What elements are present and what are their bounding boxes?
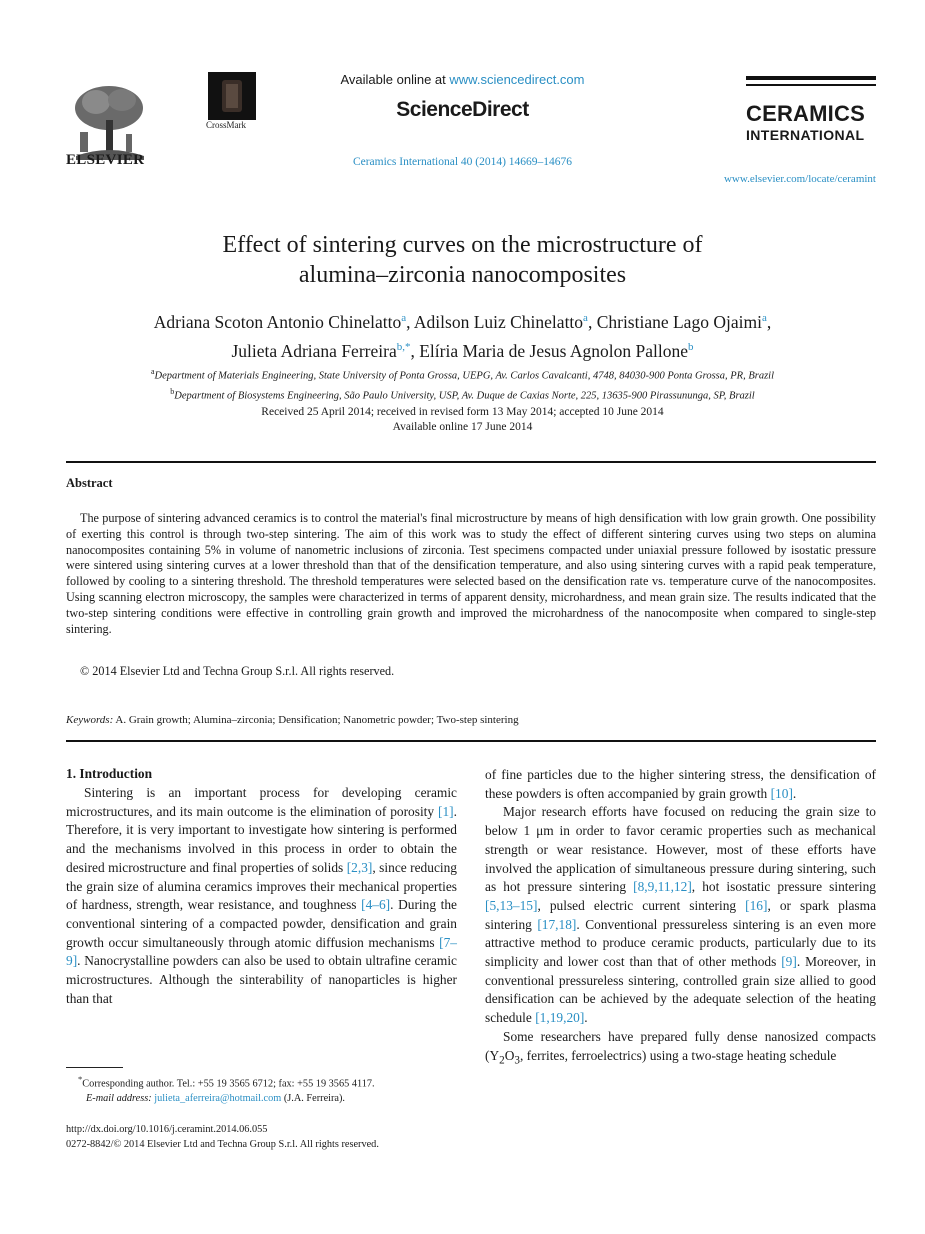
author-separator: , (766, 311, 772, 332)
keywords-label: Keywords: (66, 714, 114, 726)
abstract-body (66, 511, 876, 637)
affiliations (40, 364, 885, 403)
author-name: Adriana Scoton Antonio Chinelatto (153, 311, 402, 332)
footnote-corresponding (66, 1072, 466, 1091)
journal-homepage-link[interactable]: www.elsevier.com/locate/ceramint (723, 173, 876, 185)
available-online-date: Available online 17 June 2014 (392, 421, 533, 433)
page-footer (66, 1122, 379, 1152)
title-line-1: Effect of sintering curves on the microstructure of (222, 232, 703, 258)
footnote-email-line (66, 1091, 466, 1106)
paragraph: of fine particles due to the higher sintering stress, the densification of these powders is often accompanied by grain growth [10]. (485, 767, 876, 801)
keywords-list: A. Grain growth; Alumina–zirconia; Densification; Nanometric powder; Two-step sintering (113, 714, 519, 726)
abstract-text: The purpose of sintering advanced ceramics is to control the material's final microstructure by means of high densification with low grain growth. One possibility of exerting this control is through two-step sintering. The aim of this work was to study the effect of different sintering curves using two steps on alumina nanocomposites containing 5% in volume of nanometric inclusions of zirconia. Test specimens compacted under uniaxial pressure followed by isostatic pressure were sintered using sintering curves at a lower threshold than that of the densification temperature, and also using sintering curves with a rapid peak temperature, followed by cooling to a sintering threshold. The threshold temperatures were selected based on the densification rate vs. temperature curve of the nanocomposites. Using scanning electron microscopy, the samples were characterized in terms of apparent density, microhardness, and mean grain size. The results indicated that the two-step sintering conditions were effective in controlling grain growth and improved the microhardness of the nanocomposite when compared to single-step sintering. (66, 511, 876, 636)
email-link[interactable]: julieta_aferreira@hotmail.com (154, 1093, 282, 1105)
author-separator: , (406, 311, 414, 332)
journal-citation[interactable]: Ceramics International 40 (2014) 14669–14676 (352, 156, 573, 168)
citation-link[interactable]: [8,9,11,12] (633, 879, 692, 895)
abstract-bottom-rule (66, 740, 876, 742)
right-column (485, 766, 876, 1070)
sciencedirect-link[interactable]: www.sciencedirect.com (449, 72, 585, 87)
received-line: Received 25 April 2014; received in revised form 13 May 2014; accepted 10 June 2014 (261, 406, 664, 418)
subscript: 3 (514, 1054, 520, 1067)
footnote (66, 1072, 466, 1106)
author-affil-mark[interactable]: a (401, 312, 407, 324)
author-affil-mark[interactable]: a (761, 312, 767, 324)
publisher-name: ELSEVIER (66, 152, 145, 168)
author-name: Christiane Lago Ojaimi (596, 311, 762, 332)
email-label: E-mail address: (86, 1093, 152, 1105)
author-separator: , (587, 311, 597, 332)
author-list (40, 306, 885, 364)
citation-link[interactable]: [5,13–15] (485, 897, 538, 913)
author-name: Adilson Luiz Chinelatto (413, 311, 584, 332)
issn-copyright: 0272-8842/© 2014 Elsevier Ltd and Techna Group S.r.l. All rights reserved. (66, 1139, 379, 1150)
abstract-heading: Abstract (66, 476, 113, 490)
section-heading-introduction: 1. Introduction (66, 766, 153, 781)
paragraph: Major research efforts have focused on reducing the grain size to below 1 μm in order to favor ceramic properties such as mechanical strength or wear resistance. However, most of these efforts have involved the application of simultaneous pressure during sintering, such as hot pressure sintering [8,9,11,12], hot isostatic pressure sintering [5,13–15], pulsed electric current sintering [16], or spark plasma sintering [17,18]. Conventional pressureless sintering is an even more attractive method to produce ceramic products, particularly due to its simplicity and lower cost than that of other methods [9]. Moreover, in conventional pressureless sintering, controlled grain size allied to good densification can be achieved by the adequate selection of the heating schedule [1,19,20]. (485, 804, 877, 1026)
paragraph: Sintering is an important process for developing ceramic microstructures, and its main outcome is the elimination of porosity [1]. Therefore, it is very important to investigate how sintering is performed and the mechanisms involved in this process in order to obtain the desired microstructure and final properties of solids [2,3], since reducing the grain size of alumina ceramics improves their mechanical properties of hardness, strength, wear resistance, and toughness [4–6]. During the conventional sintering of a compacted powder, densification and grain growth occur simultaneously through atomic diffusion mechanisms [7–9]. Nanocrystalline powders can also be used to obtain ultrafine ceramic microstructures. Although the sinterability of nanoparticles is higher than that (66, 785, 457, 1006)
citation-link[interactable]: [10] (770, 785, 793, 801)
footnote-rule (66, 1067, 123, 1068)
available-prefix: Available online at (340, 72, 450, 87)
affiliation-a (40, 364, 885, 384)
author-affil-mark[interactable]: a (583, 312, 588, 324)
affiliation-b (40, 384, 885, 404)
paragraph: Some researchers have prepared fully dense nanosized compacts ($Y_2O_3$, ferrites, ferroelectrics) using a two-stage heating schedule (485, 1028, 876, 1067)
article-title (0, 230, 925, 290)
citation-link[interactable]: [17,18] (537, 916, 577, 932)
author-affil-mark[interactable]: b,* (396, 340, 411, 353)
article-dates (0, 405, 925, 435)
crossmark-label: CrossMark (206, 120, 246, 130)
email-suffix: (J.A. Ferreira). (281, 1093, 346, 1105)
citation-link[interactable]: [9] (781, 954, 797, 970)
left-column (66, 784, 457, 1008)
affiliation-mark: a (150, 367, 155, 376)
abstract-copyright: © 2014 Elsevier Ltd and Techna Group S.r.l. All rights reserved. (80, 664, 395, 678)
affiliation-text: Department of Materials Engineering, State University of Ponta Grossa, UEPG, Av. Carlos Cavalcanti, 4748, 84030-900 Ponta Grossa, PR, Brazil (154, 370, 775, 382)
journal-rule-thin (746, 84, 876, 86)
journal-subtitle: INTERNATIONAL (746, 127, 865, 143)
subscript: 2 (499, 1054, 505, 1067)
abstract-top-rule (66, 461, 876, 463)
doi-link[interactable]: http://dx.doi.org/10.1016/j.ceramint.2014.06.055 (66, 1124, 268, 1135)
keywords (66, 714, 519, 726)
affiliation-mark: b (170, 386, 175, 396)
footnote-mark: * (78, 1074, 83, 1084)
citation-link[interactable]: [2,3] (346, 859, 373, 875)
author-affil-mark[interactable]: b (688, 340, 694, 353)
citation-link[interactable]: [1,19,20] (535, 1010, 585, 1026)
citation-link[interactable]: [16] (745, 897, 768, 913)
author-name: Elíria Maria de Jesus Agnolon Pallone (419, 340, 688, 361)
citation-link[interactable]: [1] (438, 803, 454, 819)
author-name: Julieta Adriana Ferreira (231, 340, 397, 361)
corresponding-author: Corresponding author. Tel.: +55 19 3565 6712; fax: +55 19 3565 4117. (82, 1078, 375, 1090)
citation-link[interactable]: [4–6] (361, 897, 391, 913)
author-separator: , (410, 340, 420, 361)
journal-rule-thick (746, 76, 876, 80)
journal-title: CERAMICS (746, 101, 865, 126)
sciencedirect-wordmark: ScienceDirect (396, 98, 529, 121)
title-line-2: alumina–zirconia nanocomposites (298, 262, 627, 288)
citation-link[interactable]: [7–9] (66, 934, 457, 969)
affiliation-text: Department of Biosystems Engineering, São Paulo University, USP, Av. Duque de Caxias Norte, 225, 13635-900 Pirassununga, SP, Brazil (174, 390, 755, 401)
